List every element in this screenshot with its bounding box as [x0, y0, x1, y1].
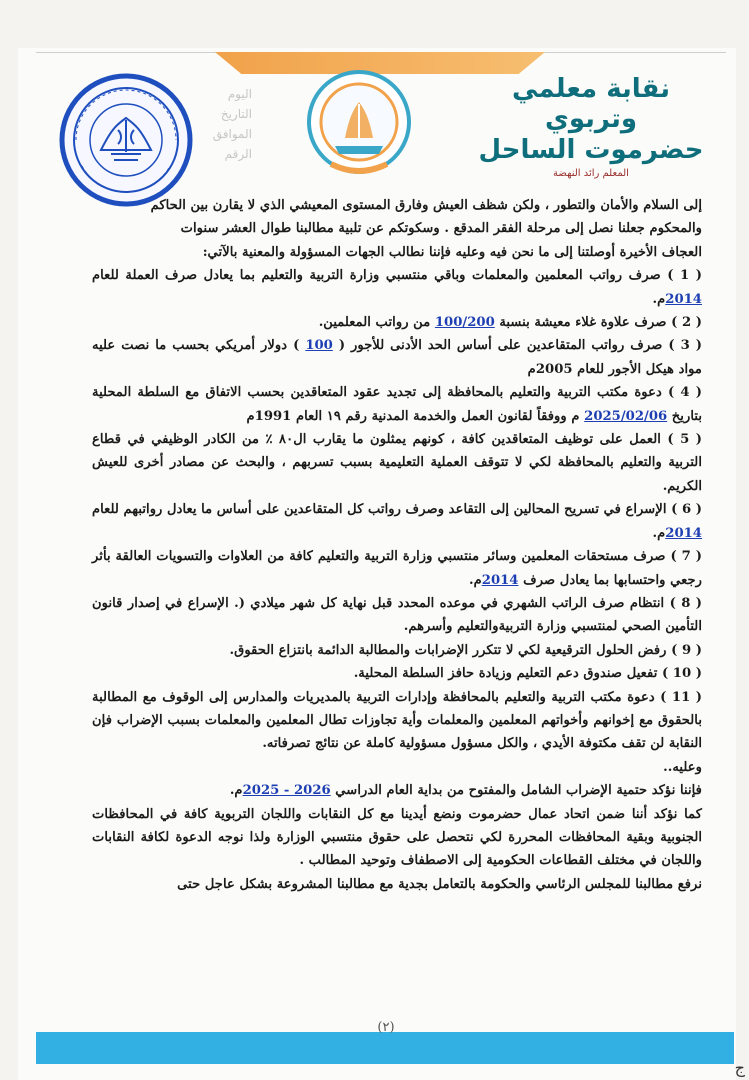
closing-paragraphs: [92, 756, 702, 896]
demand-item: [92, 428, 702, 498]
closing-line-text: كما نؤكد أننا ضمن اتحاد عمال حضرموت ونضع أيدينا مع كل النقابات واللجان التربوية كافة في المحافظات الجنوبية وبقية المحافظات المحررة لكي نتحصل على حقوق منتسبي الوزارة ولذا نوجه الدعوة لكافة النقابات واللجان في مختلف القطاعات الحكومية إلى الاصطفاف وتوحيد المطالب .: [92, 806, 702, 869]
union-tagline: المعلم رائد النهضة: [553, 168, 629, 179]
demand-item-text: ( 11 ) دعوة مكتب التربية والتعليم بالمحافظة وإدارات التربية بالمديريات والمدارس إلى الوقوف مع المطالبة بالحقوق مع إخوانهم وأخواتهم المعلمين والمعلمات وأية تجاوزات تطال المعلمين والمعلمات بسبب الإضراب فإن النقابة لن تقف مكتوفة الأيدي ، والكل مسؤول مسؤولية كاملة عن نتائج تصرفاته.: [92, 689, 702, 752]
union-name-line2: حضرموت الساحل: [478, 135, 704, 165]
demand-item: [92, 498, 702, 545]
demand-item-text: ( 9 ) رفض الحلول الترقيعية لكي لا تتكرر الإضرابات والمطالبة الدائمة بانتزاع الحقوق.: [229, 642, 702, 658]
demand-item: [92, 662, 702, 685]
meta-label-date: التاريخ: [220, 107, 252, 121]
demand-item-highlighted-number: 100: [305, 338, 333, 354]
page-number: (٢): [377, 1020, 395, 1035]
closing-line-text: نرفع مطالبنا للمجلس الرئاسي والحكومة بالتعامل بجدية مع مطالبنا المشروعة بشكل عاجل حتى: [177, 876, 702, 892]
demand-item-text: ( 2 ) صرف علاوة غلاء معيشة بنسبة: [494, 315, 702, 331]
demand-item-suffix: م.: [469, 572, 482, 588]
intro-line: والمحكوم جعلنا نصل إلى مرحلة الفقر المدقع . وسكوتكم عن تلبية مطالبنا طوال العشر سنوات: [180, 221, 702, 237]
demand-item-text: ( 10 ) تفعيل صندوق دعم التعليم وزيادة حافز السلطة المحلية.: [353, 666, 702, 682]
demand-item-highlighted-number: 2025/02/06: [584, 408, 668, 424]
intro-paragraph: [92, 194, 702, 264]
demand-item-text: ( 8 ) انتظام صرف الراتب الشهري في موعده المحدد قبل نهاية كل شهر ميلادي (. الإسراع في إصدار قانون التأمين الصحي لمنتسبي وزارة التربيةوالتعليم وأسرهم.: [92, 595, 702, 635]
demand-item-text: ( 7 ) صرف مستحقات المعلمين وسائر منتسبي وزارة التربية والتعليم كافة من العلاوات والتسويات العالقة بأثر رجعي واحتسابها بما يعادل صرف: [92, 549, 702, 588]
union-seal-stamp-icon: [56, 70, 196, 210]
demand-item-text: ( 3 ) صرف رواتب المتقاعدين على أساس الحد الأدنى للأجور (: [332, 338, 702, 354]
closing-line-text: وعليه..: [663, 759, 702, 775]
union-center-logo-icon: [305, 68, 413, 180]
demand-item-highlighted-number: 2014: [665, 525, 702, 541]
demand-item-highlighted-number: 2014: [481, 572, 519, 588]
demand-item: [92, 381, 702, 428]
closing-line: [92, 873, 702, 896]
demand-item: [92, 686, 702, 756]
demand-item-text: ( 4 ) دعوة مكتب التربية والتعليم بالمحافظة إلى تجديد عقود المتعاقدين بحسب الاتفاق مع السلطة المحلية بتاريخ: [92, 385, 702, 424]
closing-line-highlighted-number: 2026 - 2025: [242, 783, 331, 799]
union-name-line1: نقابة معلمي وتربوي: [512, 74, 670, 134]
union-name-block: [471, 74, 711, 182]
letter-body: [92, 194, 702, 896]
demand-item-suffix: م.: [652, 525, 666, 541]
closing-line-suffix: م.: [229, 783, 243, 799]
demands-list: [92, 264, 702, 756]
corner-char: ج: [734, 1058, 745, 1077]
faded-meta-labels: [212, 84, 252, 164]
closing-line: [92, 756, 702, 779]
demand-item-text: ( 5 ) العمل على توظيف المتعاقدين كافة ، كونهم يمثلون ما يقارب ال٨٠ ٪ من الكادر الوظيفي في قطاع التربية والتعليم بالمحافظة لكي لا تتوقف العملية التعليمية بسبب تسربهم ، والبحث عن مصادر أخرى للعيش الكريم.: [92, 432, 702, 494]
meta-label-corresponding: الموافق: [212, 127, 252, 141]
demand-item-text: ( 1 ) صرف رواتب المعلمين والمعلمات وباقي منتسبي وزارة التربية والتعليم بما يعادل صرف العملة للعام: [92, 268, 702, 284]
intro-line: إلى السلام والأمان والتطور ، ولكن شظف العيش وفارق المستوى المعيشي الذي لا يقارن بين الحاكم: [150, 198, 702, 213]
intro-line: العجاف الأخيرة أوصلتنا إلى ما نحن فيه وعليه فإننا نطالب الجهات المسؤولة والمعنية بالآتي:: [202, 244, 702, 260]
meta-label-day: اليوم: [227, 87, 252, 101]
demand-item: [92, 311, 702, 334]
demand-item: [92, 264, 702, 311]
meta-label-number: الرقم: [224, 147, 252, 161]
demand-item-suffix: م ووفقاً لقانون العمل والخدمة المدنية رقم ١٩ العام 1991م: [246, 408, 585, 424]
demand-item: [92, 545, 702, 592]
demand-item: [92, 334, 702, 381]
demand-item-highlighted-number: 2014: [665, 291, 702, 307]
closing-line: [92, 779, 702, 802]
closing-line: [92, 803, 702, 873]
demand-item-suffix: ) دولار أمريكي بحسب ما نصت عليه مواد هيكل الأجور للعام 2005م: [92, 338, 702, 377]
demand-item-highlighted-number: 100/200: [434, 315, 495, 331]
demand-item-suffix: من رواتب المعلمين.: [318, 315, 435, 331]
demand-item-suffix: م.: [652, 291, 666, 307]
closing-line-text: فإننا نؤكد حتمية الإضراب الشامل والمفتوح من بداية العام الدراسي: [330, 783, 702, 799]
demand-item: [92, 639, 702, 662]
demand-item-text: ( 6 ) الإسراع في تسريح المحالين إلى التقاعد وصرف رواتب كل المتقاعدين على أساس ما يعادل رواتبهم للعام: [92, 502, 702, 518]
demand-item: [92, 592, 702, 639]
